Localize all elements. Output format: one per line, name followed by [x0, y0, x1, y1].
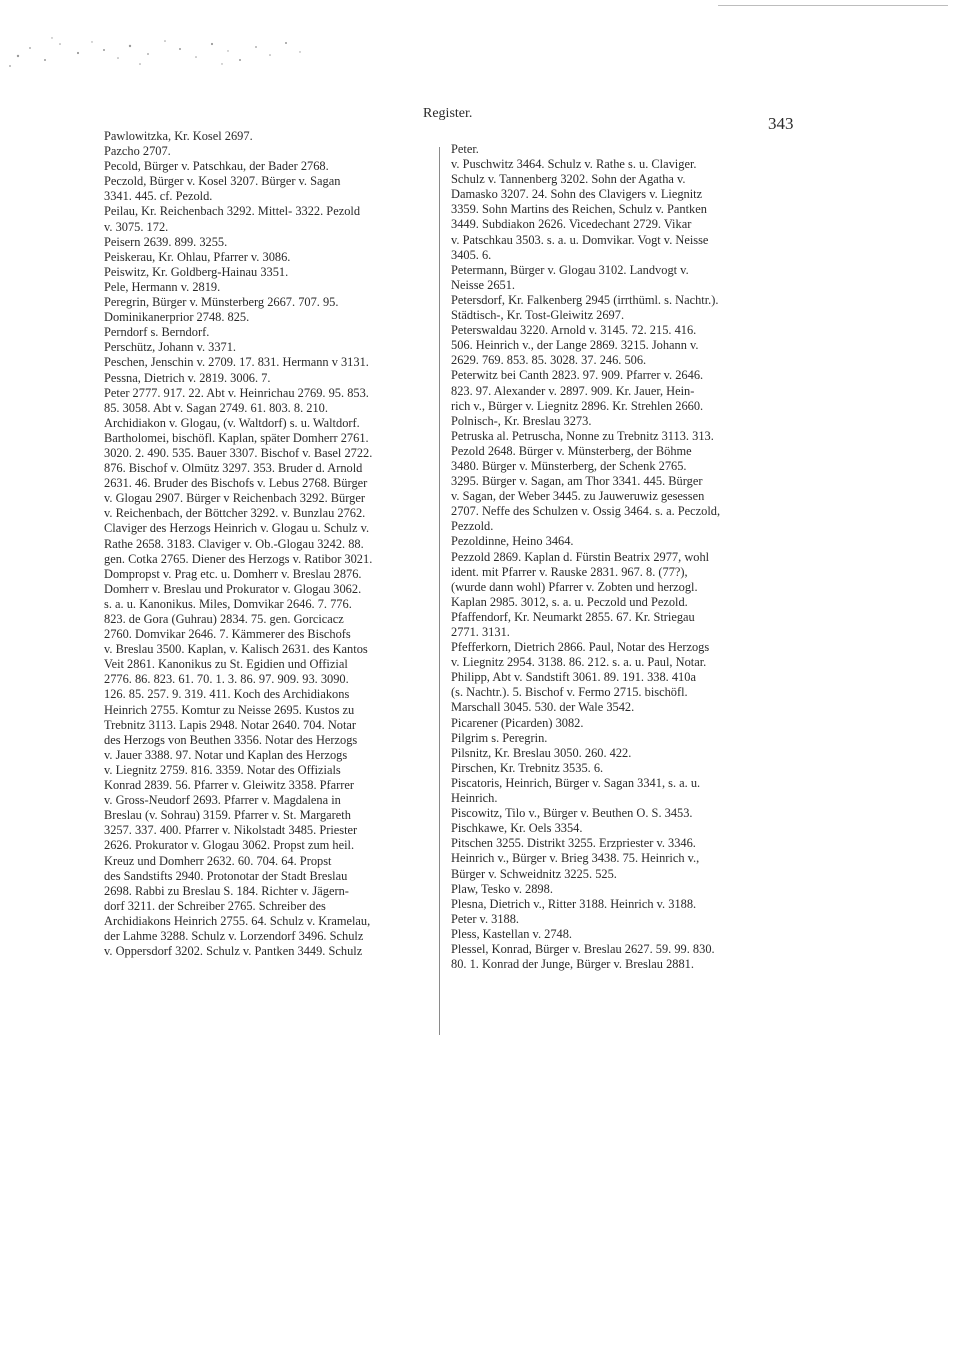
index-line: Damasko 3207. 24. Sohn des Clavigers v. Liegnitz: [451, 187, 703, 202]
index-line: s. a. u. Kanonikus. Miles, Domvikar 2646. 7. 776.: [104, 596, 352, 611]
index-line: 80. 1. Konrad der Junge, Bürger v. Breslau 2881.: [451, 957, 694, 972]
index-line: 3257. 337. 400. Pfarrer v. Nikolstadt 3485. Priester: [104, 823, 358, 838]
index-line: 823. de Gora (Guhrau) 2834. 75. gen. Gorcicacz: [104, 612, 344, 626]
index-line: Rathe 2658. 3183. Claviger v. Ob.-Glogau 3242. 88.: [104, 536, 364, 551]
index-line: Pazcho 2707.: [104, 144, 171, 159]
index-line: Kreuz und Domherr 2632. 60. 704. 64. Propst: [104, 853, 332, 868]
index-line: Pless, Kastellan v. 2748.: [451, 926, 573, 941]
index-line: v. Sagan, der Weber 3445. zu Jauweruwiz gesessen: [451, 489, 705, 504]
index-line: Piscatoris, Heinrich, Bürger v. Sagan 3341, s. a. u.: [451, 775, 701, 790]
index-line: gen. Cotka 2765. Diener des Herzogs v. Ratibor 3021.: [104, 551, 373, 566]
index-line: Peilau, Kr. Reichenbach 3292. Mittel- 3322. Pezold: [104, 204, 361, 219]
index-line: Pfefferkorn, Dietrich 2866. Paul, Notar des Herzogs: [451, 640, 710, 655]
index-line: Peiswitz, Kr. Goldberg-Hainau 3351.: [104, 264, 289, 279]
index-line: Peterwitz bei Canth 2823. 97. 909. Pfarrer v. 2646.: [451, 368, 704, 383]
index-line: 3295. Bürger v. Sagan, am Thor 3341. 445. Bürger: [451, 474, 703, 489]
index-line: 2626. Prokurator v. Glogau 3062. Propst zum heil.: [104, 838, 355, 853]
index-line: 3341. 445. cf. Pezold.: [104, 189, 213, 204]
index-line: 2776. 86. 823. 61. 70. 1. 3. 86. 97. 909. 93. 3090.: [104, 672, 349, 687]
index-line: Trebnitz 3113. Lapis 2948. Notar 2640. 704. Notar: [104, 717, 357, 732]
index-line: Kaplan 2985. 3012, s. a. u. Peczold und Pezold.: [451, 594, 688, 609]
index-line: des Sandstifts 2940. Protonotar der Stadt Breslau: [104, 868, 348, 883]
index-line: der Lahme 3288. Schulz v. Lorzendorf 3496. Schulz: [104, 928, 364, 943]
index-line: Pischkawe, Kr. Oels 3354.: [451, 821, 583, 836]
index-line: Pitschen 3255. Distrikt 3255. Erzpriester v. 3346.: [451, 836, 696, 851]
index-line: v. Glogau 2907. Bürger v Reichenbach 3292. Bürger: [104, 491, 365, 506]
index-line: Heinrich 2755. Komtur zu Neisse 2695. Kustos zu: [104, 702, 355, 717]
index-line: Pezzold.: [451, 519, 494, 534]
column-divider: [439, 147, 440, 1035]
index-line: v. 3075. 172.: [104, 219, 169, 234]
index-line: Claviger des Herzogs Heinrich v. Glogau u. Schulz v.: [104, 521, 370, 536]
index-line: v. Jauer 3388. 97. Notar und Kaplan des Herzogs: [104, 747, 348, 762]
index-line: 3359. Sohn Martins des Reichen, Schulz v. Pantken: [451, 202, 707, 217]
index-line: v. Liegnitz 2759. 816. 3359. Notar des Offizials: [104, 762, 341, 777]
index-line: 506. Heinrich v., der Lange 2869. 3215. Johann v.: [451, 338, 699, 353]
index-line: 3480. Bürger v. Münsterberg, der Schenk 2765.: [451, 458, 687, 473]
index-line: Konrad 2839. 56. Pfarrer v. Gleiwitz 3358. Pfarrer: [104, 778, 355, 793]
index-line: Philipp, Abt v. Sandstift 3061. 89. 191. 338. 410a: [451, 670, 696, 685]
index-line: Peczold, Bürger v. Kosel 3207. Bürger v. Sagan: [104, 174, 341, 189]
index-line: Peisern 2639. 899. 3255.: [104, 234, 228, 249]
index-line: Breslau (v. Sohrau) 3159. Pfarrer v. St. Margareth: [104, 808, 351, 823]
index-line: Pessna, Dietrich v. 2819. 3006. 7.: [104, 370, 271, 385]
index-line: Plaw, Tesko v. 2898.: [451, 881, 553, 896]
index-line: Pecold, Bürger v. Patschkau, der Bader 2768.: [104, 159, 329, 174]
index-line: Peterswaldau 3220. Arnold v. 3145. 72. 215. 416.: [451, 323, 697, 338]
index-line: Heinrich v., Bürger v. Brieg 3438. 75. Heinrich v.,: [451, 851, 700, 866]
index-line: 2698. Rabbi zu Breslau S. 184. Richter v. Jägern-: [104, 883, 349, 898]
index-line: Pezold 2648. Bürger v. Münsterberg, der Böhme: [451, 443, 692, 458]
index-line: v. Puschwitz 3464. Schulz v. Rathe s. u. Claviger.: [451, 157, 697, 172]
index-line: (s. Nachtr.). 5. Bischof v. Fermo 2715. bischöfl.: [451, 685, 688, 700]
index-line: Peter.: [451, 142, 479, 156]
index-line: 2629. 769. 853. 85. 3028. 37. 246. 506.: [451, 353, 647, 368]
page-header-title: Register.: [423, 106, 473, 121]
index-line: v. Breslau 3500. Kaplan, v. Kalisch 2631. des Kantos: [104, 642, 368, 657]
index-line: rich v., Bürger v. Liegnitz 2896. Kr. Strehlen 2660.: [451, 398, 704, 413]
index-line: v. Patschkau 3503. s. a. u. Domvikar. Vogt v. Neisse: [451, 232, 709, 247]
index-line: 876. Bischof v. Olmütz 3297. 353. Bruder d. Arnold: [104, 461, 363, 476]
index-line: Veit 2861. Kanonikus zu St. Egidien und Offizial: [104, 657, 348, 672]
right-index-column: [451, 142, 797, 972]
index-line: Neisse 2651.: [451, 277, 516, 292]
index-line: Petersdorf, Kr. Falkenberg 2945 (irrthüml. s. Nachtr.).: [451, 292, 719, 307]
scan-edge-line: [718, 5, 948, 6]
index-line: Peiskerau, Kr. Ohlau, Pfarrer v. 3086.: [104, 249, 291, 264]
index-line: Picarener (Picarden) 3082.: [451, 715, 584, 730]
index-line: Archidiakons Heinrich 2755. 64. Schulz v. Kramelau,: [104, 913, 371, 928]
index-line: 3020. 2. 490. 535. Bauer 3307. Bischof v. Basel 2722.: [104, 445, 373, 460]
index-line: Pawlowitzka, Kr. Kosel 2697.: [104, 129, 253, 143]
index-line: Bürger v. Schweidnitz 3225. 525.: [451, 866, 617, 881]
index-line: Petermann, Bürger v. Glogau 3102. Landvogt v.: [451, 262, 689, 277]
index-line: Plesna, Dietrich v., Ritter 3188. Heinrich v. 3188.: [451, 896, 697, 911]
index-line: Petruska al. Petruscha, Nonne zu Trebnitz 3113. 313.: [451, 428, 714, 443]
index-line: Domherr v. Breslau und Prokurator v. Glogau 3062.: [104, 581, 362, 596]
index-line: Peter 2777. 917. 22. Abt v. Heinrichau 2769. 95. 853.: [104, 385, 369, 400]
index-line: Heinrich.: [451, 791, 498, 806]
index-line: v. Reichenbach, der Böttcher 3292. v. Bunzlau 2762.: [104, 506, 366, 521]
index-line: Perschütz, Johann v. 3371.: [104, 340, 237, 355]
index-line: Piscowitz, Tilo v., Bürger v. Beuthen O. S. 3453.: [451, 806, 693, 821]
index-line: Peschen, Jenschin v. 2709. 17. 831. Hermann v 3131.: [104, 355, 369, 370]
index-line: (wurde dann wohl) Pfarrer v. Zobten und herzogl.: [451, 579, 698, 594]
index-line: Peter v. 3188.: [451, 911, 520, 926]
index-line: Marschall 3045. 530. der Wale 3542.: [451, 700, 635, 715]
index-line: Pirschen, Kr. Trebnitz 3535. 6.: [451, 760, 604, 775]
index-line: 823. 97. Alexander v. 2897. 909. Kr. Jauer, Hein-: [451, 383, 695, 398]
index-line: 2760. Domvikar 2646. 7. Kämmerer des Bischofs: [104, 627, 351, 642]
index-line: ident. mit Pfarrer v. Rauske 2831. 967. 8. (77?),: [451, 564, 688, 579]
scan-speckle-noise: [0, 20, 330, 80]
index-line: v. Oppersdorf 3202. Schulz v. Pantken 3449. Schulz: [104, 944, 363, 959]
index-line: 126. 85. 257. 9. 319. 411. Koch des Archidiakons: [104, 687, 350, 702]
index-line: Pezzold 2869. Kaplan d. Fürstin Beatrix 2977, wohl: [451, 549, 710, 564]
left-index-column: [104, 129, 426, 959]
index-line: Peregrin, Bürger v. Münsterberg 2667. 707. 95.: [104, 295, 339, 310]
index-line: 3449. Subdiakon 2626. Vicedechant 2729. Vikar: [451, 217, 692, 232]
index-line: Pfaffendorf, Kr. Neumarkt 2855. 67. Kr. Striegau: [451, 609, 695, 624]
index-line: Perndorf s. Berndorf.: [104, 325, 210, 340]
index-line: Städtisch-, Kr. Tost-Gleiwitz 2697.: [451, 308, 625, 323]
index-line: Pele, Hermann v. 2819.: [104, 279, 221, 294]
index-line: 85. 3058. Abt v. Sagan 2749. 61. 803. 8. 210.: [104, 400, 328, 415]
index-line: Schulz v. Tannenberg 3202. Sohn der Agatha v.: [451, 172, 686, 187]
index-line: des Herzogs von Beuthen 3356. Notar des Herzogs: [104, 732, 358, 747]
index-line: v. Liegnitz 2954. 3138. 86. 212. s. a. u. Paul, Notar.: [451, 655, 707, 670]
index-line: Pezoldinne, Heino 3464.: [451, 534, 574, 549]
index-line: dorf 3211. der Schreiber 2765. Schreiber des: [104, 898, 326, 913]
index-line: Polnisch-, Kr. Breslau 3273.: [451, 413, 592, 428]
index-line: v. Gross-Neudorf 2693. Pfarrer v. Magdalena in: [104, 793, 341, 808]
index-line: Pilsnitz, Kr. Breslau 3050. 260. 422.: [451, 745, 632, 760]
index-line: Dominikanerprior 2748. 825.: [104, 310, 250, 325]
index-line: 2631. 46. Bruder des Bischofs v. Lebus 2768. Bürger: [104, 476, 368, 491]
page-number: 343: [768, 114, 794, 133]
index-line: 2771. 3131.: [451, 625, 510, 639]
index-line: Archidiakon v. Glogau, (v. Waltdorf) s. u. Waltdorf.: [104, 415, 360, 430]
index-line: Bartholomei, bischöfl. Kaplan, später Domherr 2761.: [104, 430, 369, 445]
index-line: 2707. Neffe des Schulzen v. Ossig 3464. s. a. Peczold,: [451, 504, 721, 519]
index-line: Dompropst v. Prag etc. u. Domherr v. Breslau 2876.: [104, 566, 362, 581]
index-line: Pilgrim s. Peregrin.: [451, 730, 548, 745]
index-line: Plessel, Konrad, Bürger v. Breslau 2627. 59. 99. 830.: [451, 941, 715, 956]
index-line: 3405. 6.: [451, 247, 492, 262]
